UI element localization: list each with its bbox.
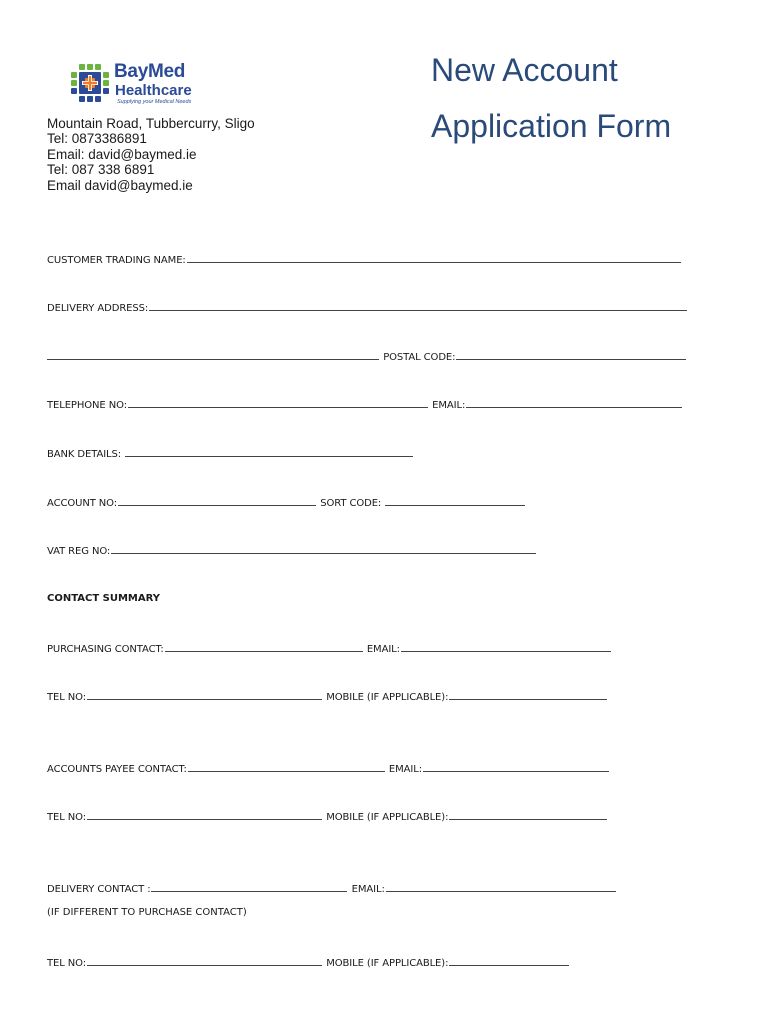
accounts-payee-contact-field[interactable] — [188, 761, 385, 772]
purchasing-mobile-field[interactable] — [449, 689, 607, 700]
company-logo — [66, 62, 216, 110]
accounts-tel-field[interactable] — [87, 809, 322, 820]
account-no-field[interactable] — [118, 495, 316, 506]
delivery-email-field[interactable] — [386, 881, 616, 892]
email-label: EMAIL: — [432, 400, 466, 411]
accounts-email-label: EMAIL: — [388, 764, 422, 775]
form-title-line2: Application Form — [431, 108, 672, 144]
delivery-address-label: DELIVERY ADDRESS: — [47, 303, 149, 314]
mobile-label: MOBILE (IF APPLICABLE): — [326, 692, 449, 703]
delivery-mobile-field[interactable] — [449, 955, 569, 966]
bank-details-label: BANK DETAILS: — [47, 449, 122, 460]
purchasing-tel-row — [47, 689, 608, 703]
company-address-block — [47, 116, 255, 193]
if-different-note: (IF DIFFERENT TO PURCHASE CONTACT) — [47, 907, 247, 918]
mobile-label: MOBILE (IF APPLICABLE): — [326, 958, 449, 969]
vat-reg-row — [47, 543, 537, 557]
customer-trading-name-field[interactable] — [187, 252, 681, 263]
delivery-contact-field[interactable] — [151, 881, 347, 892]
email-field[interactable] — [466, 397, 682, 408]
purchasing-email-field[interactable] — [401, 641, 611, 652]
delivery-address-row — [47, 300, 688, 314]
accounts-payee-contact-label: ACCOUNTS PAYEE CONTACT: — [47, 764, 187, 775]
postal-code-label: POSTAL CODE: — [383, 352, 456, 363]
telephone-row — [47, 397, 683, 411]
sort-code-field[interactable] — [385, 495, 525, 506]
accounts-mobile-field[interactable] — [449, 809, 607, 820]
customer-trading-name-label: CUSTOMER TRADING NAME: — [47, 255, 186, 266]
purchasing-contact-label: PURCHASING CONTACT: — [47, 644, 164, 655]
contact-summary-heading: CONTACT SUMMARY — [47, 593, 160, 604]
sort-code-label: SORT CODE: — [320, 498, 382, 509]
vat-reg-no-label: VAT REG NO: — [47, 546, 111, 557]
delivery-tel-field[interactable] — [87, 955, 322, 966]
logo-cross-mark-icon — [66, 62, 114, 106]
logo-brand-healthcare: Healthcare — [115, 82, 192, 99]
delivery-address-field[interactable] — [149, 300, 687, 311]
delivery-tel-row — [47, 955, 570, 969]
postal-code-field[interactable] — [456, 349, 686, 360]
tel-no-label: TEL NO: — [47, 812, 87, 823]
tel-no-label: TEL NO: — [47, 958, 87, 969]
address-tel: Tel: 0873386891 — [47, 131, 147, 147]
logo-tagline: Supplying your Medical Needs — [117, 99, 192, 105]
address-email: Email: david@baymed.ie — [47, 146, 197, 162]
accounts-tel-row — [47, 809, 608, 823]
tel-no-label: TEL NO: — [47, 692, 87, 703]
logo-brand-bay: Bay — [114, 61, 148, 82]
delivery-address-line2-field[interactable] — [47, 349, 379, 360]
telephone-no-field[interactable] — [128, 397, 428, 408]
accounts-payee-row — [47, 761, 610, 775]
bank-details-field[interactable] — [125, 446, 413, 457]
purchasing-tel-field[interactable] — [87, 689, 322, 700]
delivery-contact-row — [47, 881, 617, 895]
address-tel-alt: Tel: 087 338 6891 — [47, 162, 155, 178]
vat-reg-no-field[interactable] — [111, 543, 536, 554]
address-line: Mountain Road, Tubbercurry, Sligo — [47, 116, 255, 131]
customer-trading-name-row — [47, 252, 682, 266]
purchasing-contact-field[interactable] — [165, 641, 363, 652]
bank-details-row — [47, 446, 414, 460]
purchasing-contact-row — [47, 641, 612, 655]
purchasing-email-label: EMAIL: — [366, 644, 400, 655]
form-title — [431, 42, 671, 154]
delivery-contact-label: DELIVERY CONTACT : — [47, 884, 151, 895]
delivery-email-label: EMAIL: — [351, 884, 385, 895]
account-no-label: ACCOUNT NO: — [47, 498, 118, 509]
form-title-line1: New Account — [431, 52, 618, 88]
accounts-email-field[interactable] — [423, 761, 609, 772]
delivery-address-line2-row — [47, 349, 687, 363]
mobile-label: MOBILE (IF APPLICABLE): — [326, 812, 449, 823]
logo-brand-name — [114, 61, 185, 83]
account-no-row — [47, 495, 526, 509]
logo-brand-med: Med — [147, 61, 186, 82]
address-email-alt: Email david@baymed.ie — [47, 177, 193, 193]
telephone-no-label: TELEPHONE NO: — [47, 400, 127, 411]
